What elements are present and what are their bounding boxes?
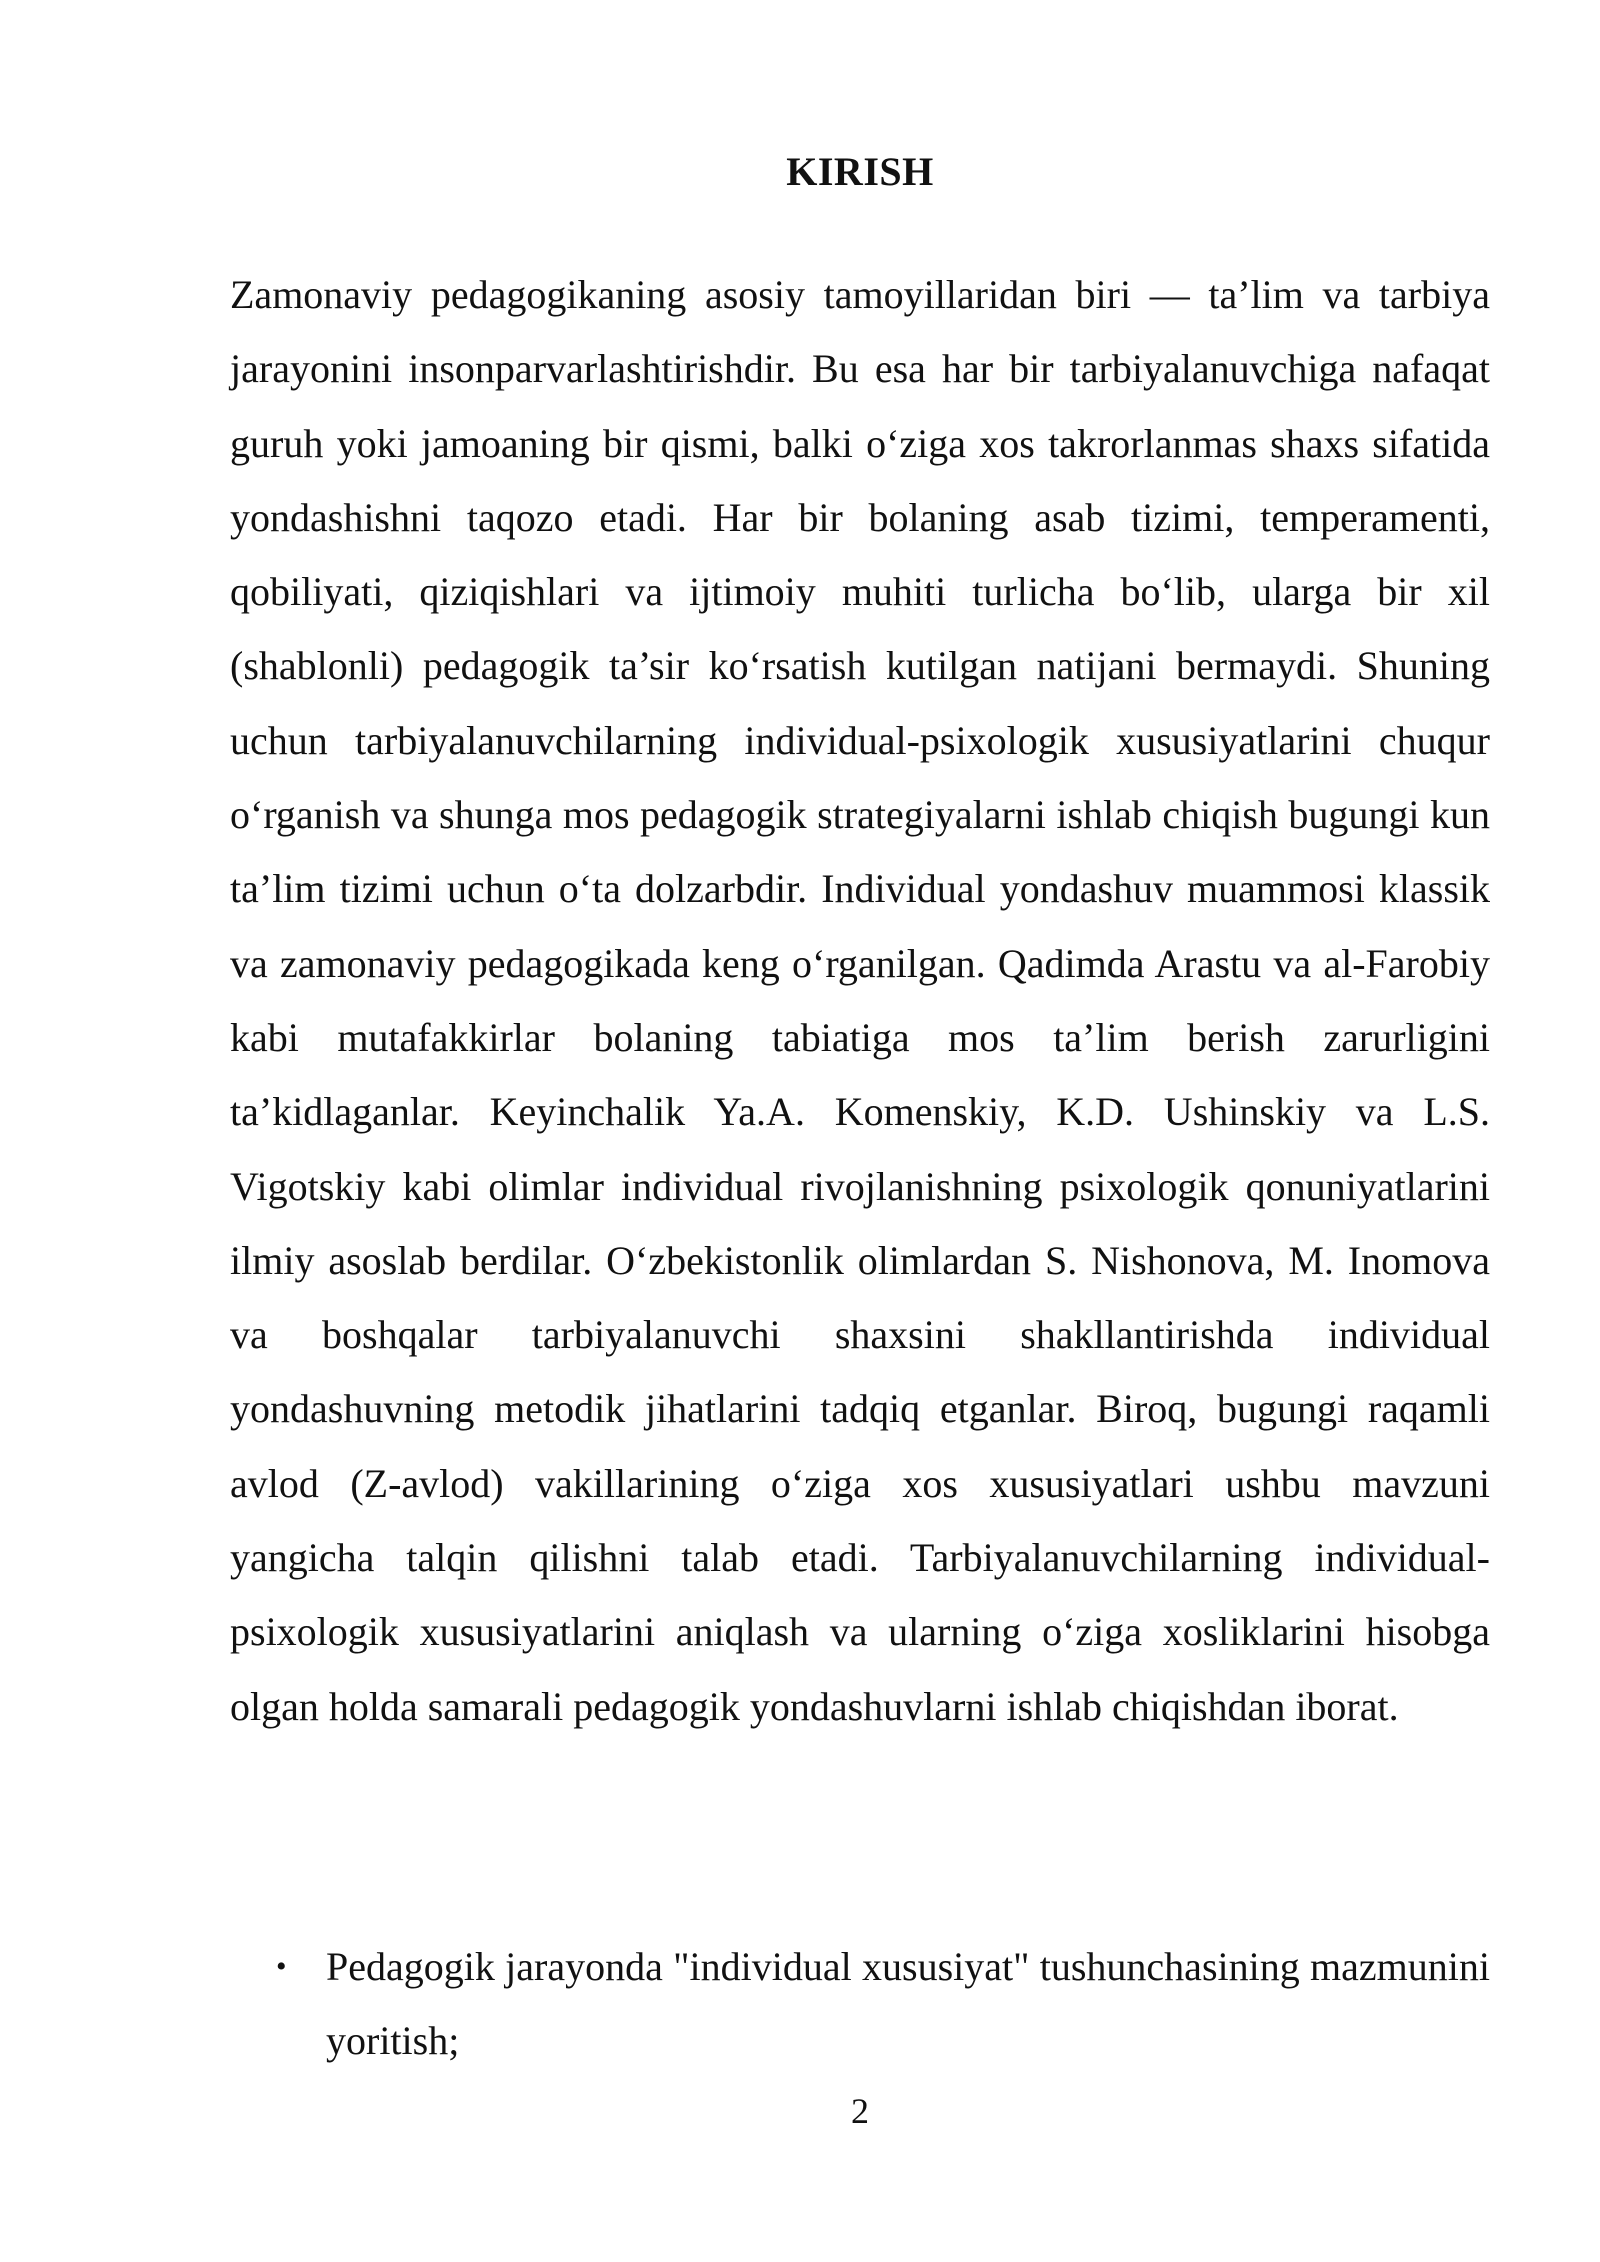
bullet-icon: • <box>276 1950 287 1983</box>
section-title: KIRISH <box>786 149 934 194</box>
body-paragraph: Zamonaviy pedagogikaning asosiy tamoyillaridan biri — ta’lim va tarbiya jarayonini insonparvarlashtirishdir. Bu esa har bir tarbiyalanuvchiga nafaqat guruh yoki jamoaning bir qismi, balki o‘ziga xos takrorlanmas shaxs sifatida yondashishni taqozo etadi. Har bir bolaning asab tizimi, temperamenti, qobiliyati, qiziqishlari va ijtimoiy muhiti turlicha bo‘lib, ularga bir xil (shablonli) pedagogik ta’sir ko‘rsatish kutilgan natijani bermaydi. Shuning uchun tarbiyalanuvchilarning individual-psixologik xususiyatlarini chuqur o‘rganish va shunga mos pedagogik strategiyalarni ishlab chiqish bugungi kun ta’lim tizimi uchun o‘ta dolzarbdir. Individual yondashuv muammosi klassik va zamonaviy pedagogikada keng o‘rganilgan. Qadimda Arastu va al-Farobiy kabi mutafakkirlar bolaning tabiatiga mos ta’lim berish zarurligini ta’kidlaganlar. Keyinchalik Ya.A. Komenskiy, K.D. Ushinskiy va L.S. Vigotskiy kabi olimlar individual rivojlanishning psixologik qonuniyatlarini ilmiy asoslab berdilar. O‘zbekistonlik olimlardan S. Nishonova, M. Inomova va boshqalar tarbiyalanuvchi shaxsini shakllantirishda individual yondashuvning metodik jihatlarini tadqiq etganlar. Biroq, bugungi raqamli avlod (Z-avlod) vakillarining o‘ziga xos xususiyatlari ushbu mavzuni yangicha talqin qilishni talab etadi. Tarbiyalanuvchilarning individual-psixologik xususiyatlarini aniqlash va ularning o‘ziga xosliklarini hisobga olgan holda samarali pedagogik yondashuvlarni ishlab chiqishdan iborat. <box>230 272 1490 1729</box>
page-number: 2 <box>851 2091 869 2131</box>
list-item <box>230 1930 1490 2079</box>
bullet-list <box>230 1930 1490 2079</box>
list-item-text: Pedagogik jarayonda "individual xususiyat" tushunchasining mazmunini yoritish; <box>326 1944 1490 2064</box>
